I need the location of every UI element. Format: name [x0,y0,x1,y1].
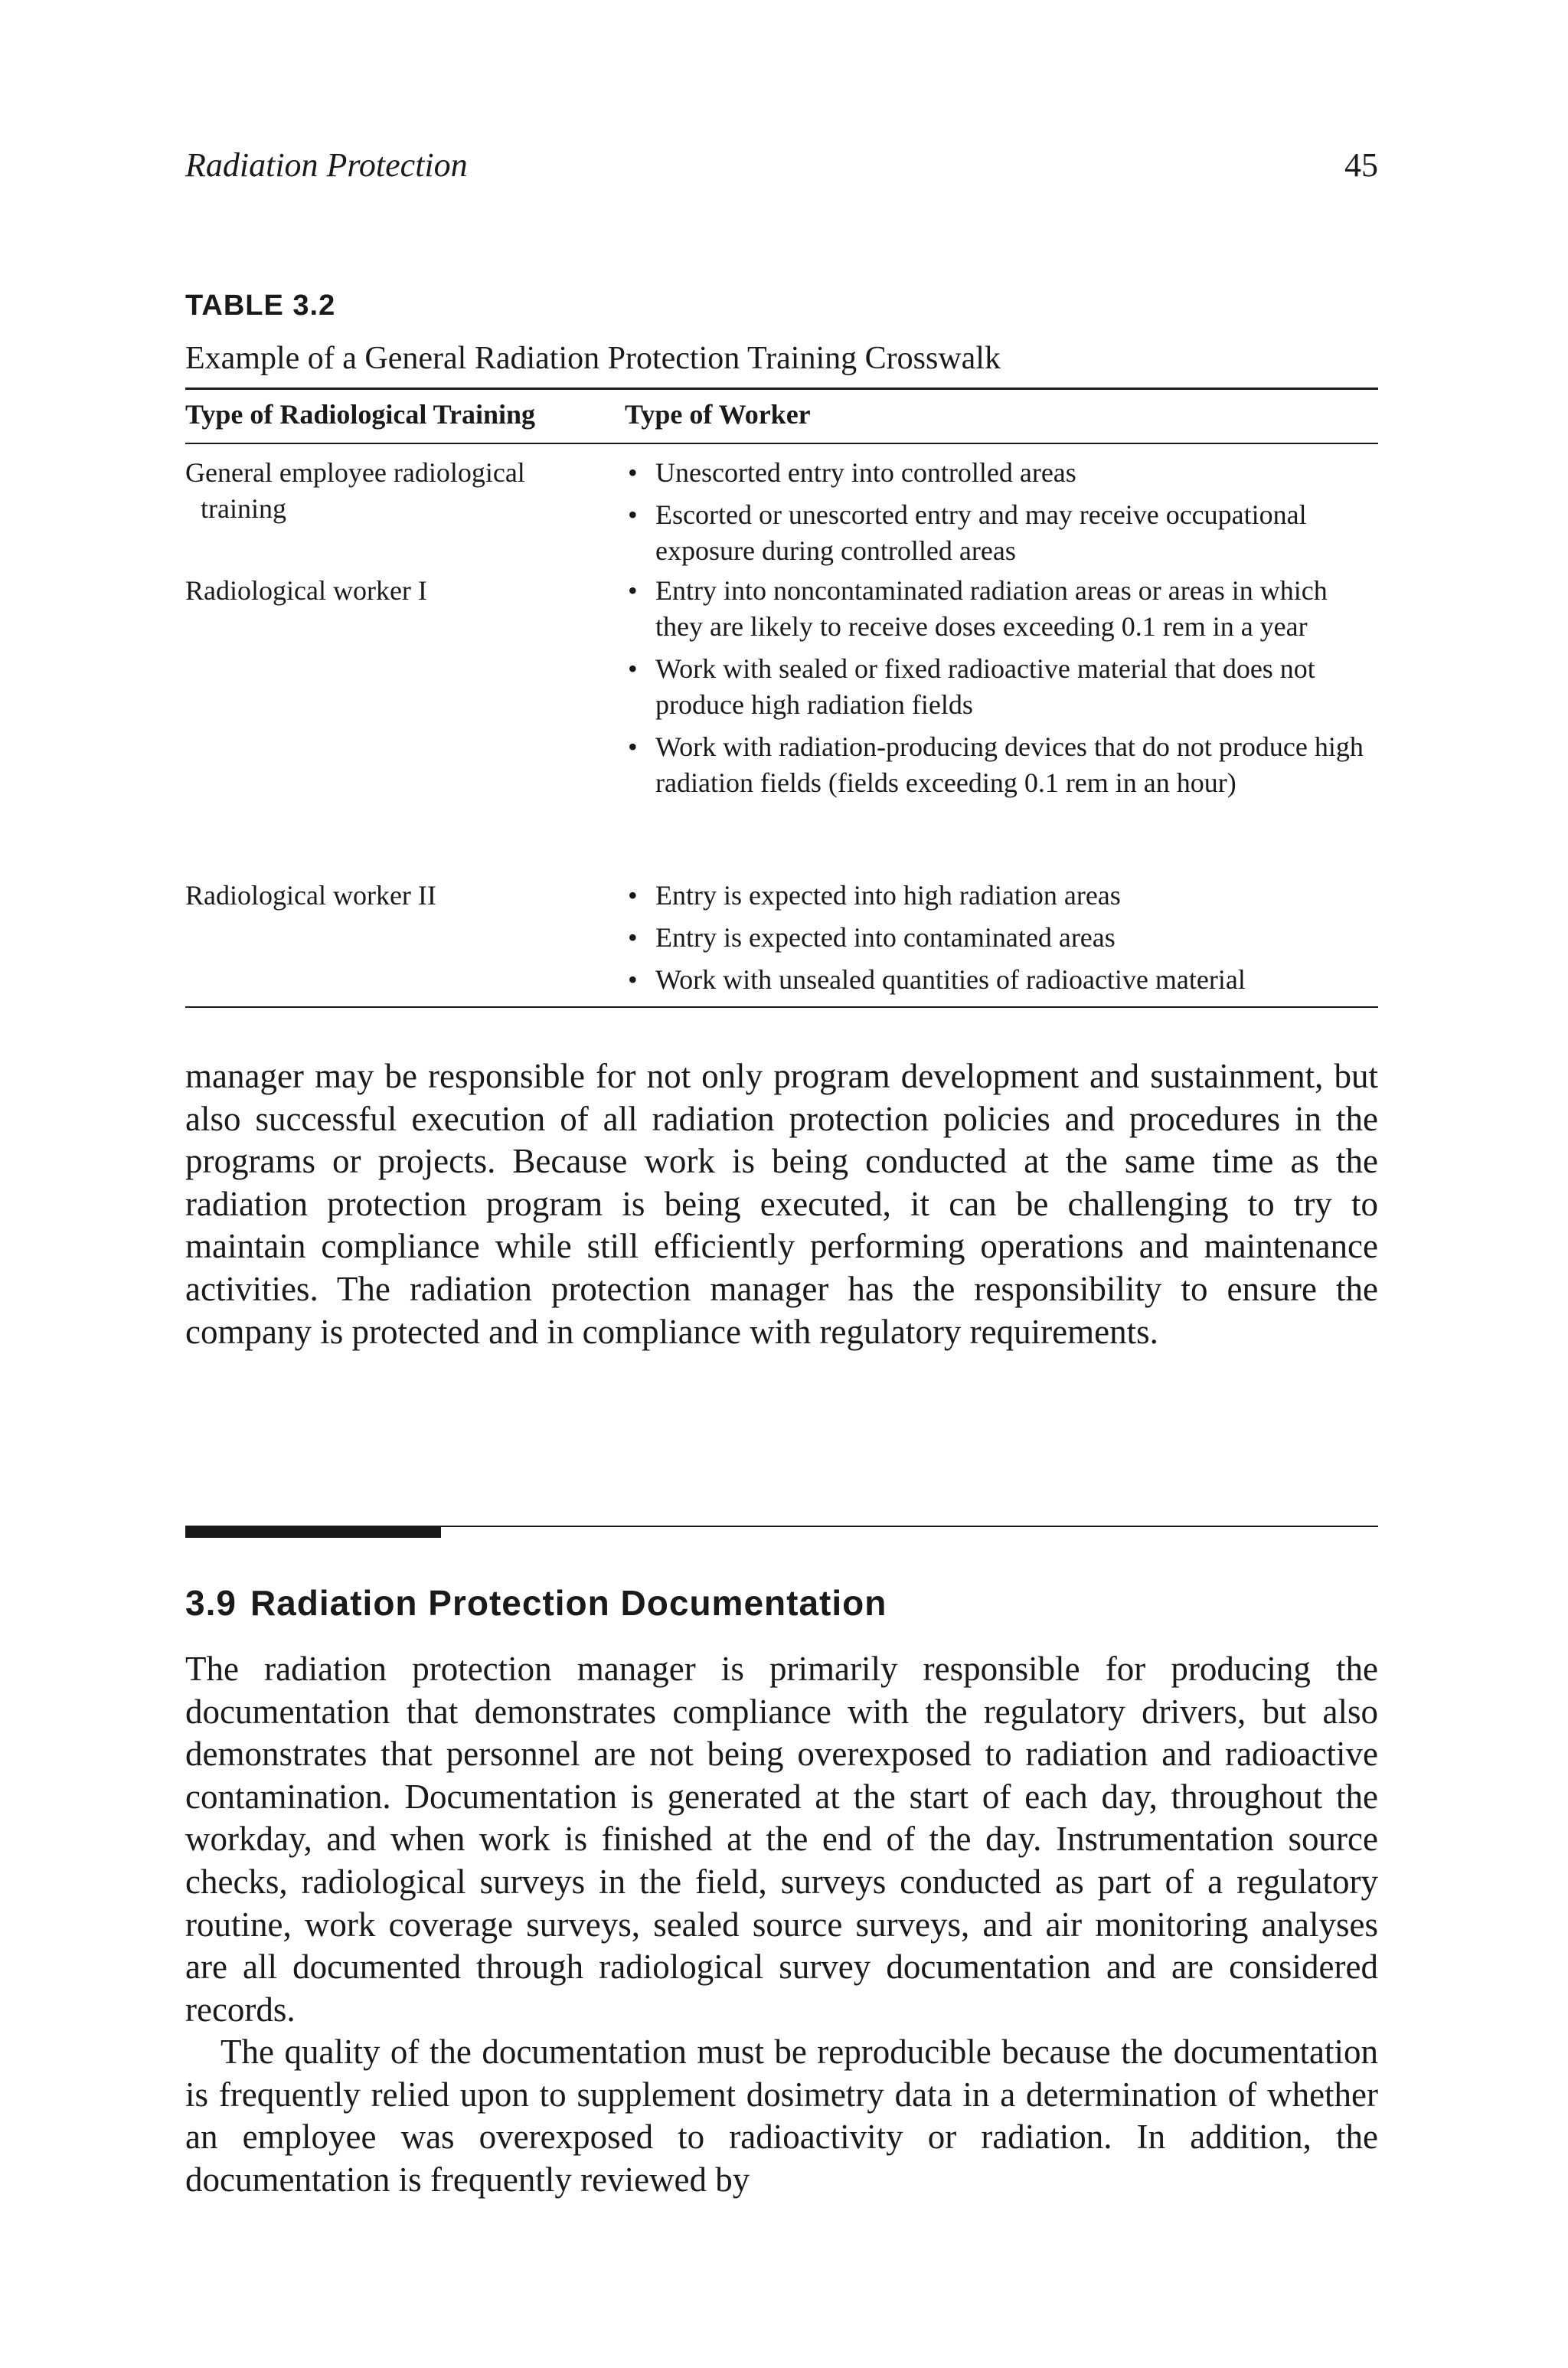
bullet-icon: • [628,457,638,488]
training-type-line: Radiological worker I [185,575,427,606]
worker-list [625,455,1378,575]
bullet-icon: • [628,922,638,953]
body-paragraph: The quality of the documentation must be reproducible because the documentation is frequently relied upon to supplement dosimetry data in a determination of whether an employee was overexposed to radioactivity or radiation. In addition, the documentation is frequently reviewed by [185,2033,1378,2199]
bullet-icon: • [628,964,638,995]
worker-item [625,651,1378,723]
table-header-rule [185,443,1378,444]
column-header-training: Type of Radiological Training [185,399,536,430]
bullet-icon: • [628,880,638,911]
training-type-line: Radiological worker II [185,880,436,911]
worker-item-text: Escorted or unescorted entry and may receive occupational exposure during controlled areas [655,499,1307,566]
worker-item [625,573,1378,645]
worker-item-text: Work with unsealed quantities of radioactive material [655,964,1246,995]
table-caption: Example of a General Radiation Protection Training Crosswalk [185,341,1001,376]
section-divider-thick [185,1526,441,1538]
table-bottom-rule [185,1006,1378,1008]
worker-list [625,878,1378,1004]
bullet-icon: • [628,731,638,762]
worker-item-text: Entry into noncontaminated radiation areas or areas in which they are likely to receive doses exceeding 0.1 rem in a year [655,575,1328,642]
training-type [185,878,599,914]
bullet-icon: • [628,575,638,606]
training-type [185,573,599,609]
section-number: 3.9 [185,1583,237,1623]
worker-item [625,497,1378,569]
worker-item-text: Work with radiation-producing devices that do not produce high radiation fields (fields exceeding 0.1 rem in an hour) [655,731,1364,798]
worker-list [625,573,1378,807]
bullet-icon: • [628,499,638,530]
worker-item-text: Entry is expected into contaminated areas [655,922,1116,953]
worker-item [625,920,1378,956]
worker-item [625,455,1378,491]
section-divider [185,1526,1378,1538]
training-type [185,455,599,527]
worker-item [625,962,1378,998]
worker-item-text: Entry is expected into high radiation areas [655,880,1121,911]
section-title: Radiation Protection Documentation [250,1583,887,1623]
worker-item-text: Unescorted entry into controlled areas [655,457,1076,488]
table-label: TABLE 3.2 [185,289,336,322]
table-top-rule [185,388,1378,390]
worker-item [625,878,1378,914]
bullet-icon: • [628,653,638,684]
training-type-line: training [201,493,286,524]
running-head [185,146,1378,191]
running-title: Radiation Protection [185,146,468,184]
body-paragraph: The radiation protection manager is primarily responsible for producing the documentation that demonstrates compliance with the regulatory drivers, but also demonstrates that personnel are not being overexposed to radiation and radioactive contamination. Documentation is generated at the start of each day, throughout the workday, and when work is finished at the end of the day. Instrumentation source checks, radiological surveys in the field, surveys conducted as part of a regulatory routine, work coverage surveys, sealed source surveys, and air monitoring analyses are all documented through radiological survey documentation and are considered records. [185,1650,1378,2029]
page-number: 45 [1344,146,1378,184]
worker-item [625,729,1378,801]
worker-item-text: Work with sealed or fixed radioactive material that does not produce high radiation fields [655,653,1315,720]
column-header-worker: Type of Worker [625,399,811,430]
section-heading [185,1582,887,1624]
training-type-line: General employee radiological [185,457,525,488]
body-paragraph: manager may be responsible for not only program development and sustainment, but also successful execution of all radiation protection policies and procedures in the programs or projects. Because work is being conducted at the same time as the radiation protection program is being executed, it can be challenging to try to maintain compliance while still efficiently performing operations and maintenance activities. The radiation protection manager has the responsibility to ensure the company is protected and in compliance with regulatory requirements. [185,1057,1378,1351]
